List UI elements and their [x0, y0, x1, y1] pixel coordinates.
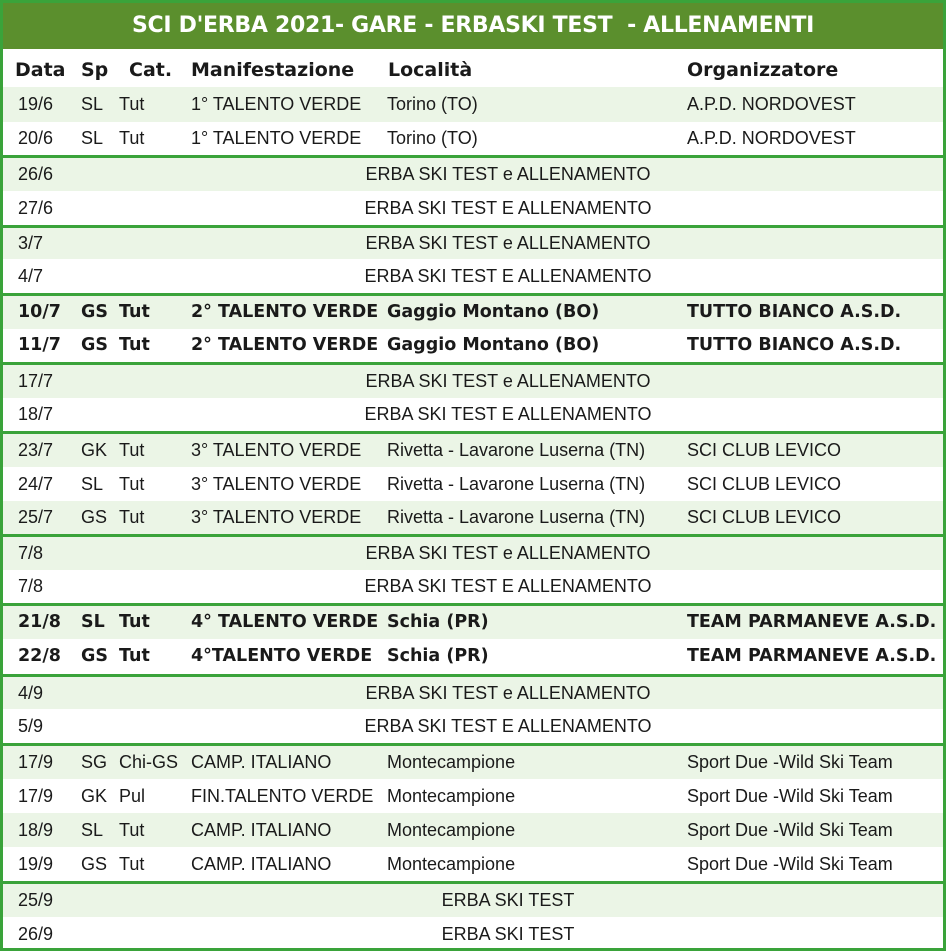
- row-location: Montecampione: [387, 752, 516, 772]
- row-location: Montecampione: [387, 820, 516, 840]
- header-sp: Sp: [81, 59, 109, 81]
- table-row: [3, 813, 943, 847]
- row-date: 26/9: [18, 924, 54, 944]
- row-note: ERBA SKI TEST E ALLENAMENTO: [364, 198, 652, 218]
- row-discipline: GS: [81, 335, 108, 355]
- table-row: [3, 362, 943, 398]
- row-event: 3° TALENTO VERDE: [191, 474, 362, 494]
- row-category: Tut: [119, 335, 150, 355]
- row-date: 11/7: [18, 335, 61, 355]
- row-note: ERBA SKI TEST e ALLENAMENTO: [365, 233, 651, 253]
- header-manifestazione: Manifestazione: [191, 59, 355, 81]
- row-date: 10/7: [18, 302, 61, 322]
- row-category: Chi-GS: [119, 752, 179, 772]
- row-category: Tut: [119, 854, 145, 874]
- row-organizer: Sport Due -Wild Ski Team: [687, 752, 893, 772]
- row-event: 3° TALENTO VERDE: [191, 507, 362, 527]
- row-discipline: SL: [81, 128, 104, 148]
- row-event: 3° TALENTO VERDE: [191, 440, 362, 460]
- row-date: 4/7: [18, 266, 44, 286]
- row-location: Schia (PR): [387, 612, 489, 632]
- table-row: [3, 501, 943, 534]
- table-row: [3, 779, 943, 813]
- row-discipline: SG: [81, 752, 108, 772]
- row-location: Schia (PR): [387, 646, 489, 666]
- row-category: Tut: [119, 820, 145, 840]
- row-organizer: SCI CLUB LEVICO: [687, 440, 842, 460]
- table-body: [3, 87, 943, 951]
- row-event: 2° TALENTO VERDE: [191, 302, 379, 322]
- header-localita: Località: [388, 59, 473, 81]
- row-organizer: A.P.D. NORDOVEST: [687, 128, 856, 148]
- row-organizer: TUTTO BIANCO A.S.D.: [687, 302, 902, 322]
- table-row: [3, 603, 943, 639]
- row-discipline: GK: [81, 440, 108, 460]
- row-discipline: SL: [81, 474, 104, 494]
- row-organizer: TEAM PARMANEVE A.S.D.: [687, 612, 937, 632]
- table-row: [3, 431, 943, 467]
- row-date: 26/6: [18, 164, 54, 184]
- row-date: 19/6: [18, 94, 54, 114]
- row-note: ERBA SKI TEST: [441, 924, 575, 944]
- row-location: Gaggio Montano (BO): [387, 302, 600, 322]
- row-event: 1° TALENTO VERDE: [191, 128, 362, 148]
- table-row: [3, 709, 943, 743]
- row-note: ERBA SKI TEST: [441, 890, 575, 910]
- row-location: Torino (TO): [387, 94, 478, 114]
- row-date: 20/6: [18, 128, 54, 148]
- table-row: [3, 639, 943, 674]
- row-date: 18/9: [18, 820, 54, 840]
- page-title: SCI D'ERBA 2021- GARE - ERBASKI TEST - ALLENAMENTI: [3, 3, 943, 49]
- row-organizer: TEAM PARMANEVE A.S.D.: [687, 646, 937, 666]
- row-category: Tut: [119, 474, 145, 494]
- row-category: Tut: [119, 646, 150, 666]
- row-date: 23/7: [18, 440, 54, 460]
- row-location: Torino (TO): [387, 128, 478, 148]
- row-date: 24/7: [18, 474, 54, 494]
- row-date: 18/7: [18, 404, 54, 424]
- table-row: [3, 122, 943, 155]
- table-row: [3, 329, 943, 362]
- row-discipline: GS: [81, 507, 108, 527]
- row-location: Montecampione: [387, 854, 516, 874]
- table-row: [3, 570, 943, 603]
- table-row: [3, 534, 943, 570]
- table-row: [3, 674, 943, 709]
- row-organizer: SCI CLUB LEVICO: [687, 474, 842, 494]
- row-location: Rivetta - Lavarone Luserna (TN): [387, 507, 646, 527]
- row-category: Tut: [119, 612, 150, 632]
- row-event: CAMP. ITALIANO: [191, 854, 332, 874]
- table-row: [3, 467, 943, 501]
- table-row: [3, 87, 943, 122]
- row-location: Rivetta - Lavarone Luserna (TN): [387, 440, 646, 460]
- row-date: 25/9: [18, 890, 54, 910]
- row-organizer: TUTTO BIANCO A.S.D.: [687, 335, 902, 355]
- row-date: 22/8: [18, 646, 61, 666]
- row-location: Montecampione: [387, 786, 516, 806]
- row-date: 7/8: [18, 543, 44, 563]
- row-organizer: Sport Due -Wild Ski Team: [687, 786, 893, 806]
- row-category: Tut: [119, 507, 145, 527]
- table-row: [3, 881, 943, 917]
- row-event: CAMP. ITALIANO: [191, 820, 332, 840]
- table-row: [3, 293, 943, 329]
- table-row: [3, 259, 943, 293]
- row-discipline: SL: [81, 94, 104, 114]
- table-row: [3, 743, 943, 779]
- row-event: FIN.TALENTO VERDE: [191, 786, 374, 806]
- row-date: 5/9: [18, 716, 44, 736]
- table-header: [3, 55, 943, 87]
- row-discipline: SL: [81, 820, 104, 840]
- table-row: [3, 847, 943, 881]
- header-cat: Cat.: [129, 59, 173, 81]
- row-date: 4/9: [18, 683, 44, 703]
- row-category: Tut: [119, 440, 145, 460]
- row-event: 4°TALENTO VERDE: [191, 646, 373, 666]
- row-event: CAMP. ITALIANO: [191, 752, 332, 772]
- row-event: 4° TALENTO VERDE: [191, 612, 379, 632]
- row-date: 27/6: [18, 198, 54, 218]
- row-organizer: Sport Due -Wild Ski Team: [687, 854, 893, 874]
- row-date: 19/9: [18, 854, 54, 874]
- table-row: [3, 155, 943, 191]
- row-category: Tut: [119, 94, 145, 114]
- header-data: Data: [15, 59, 66, 81]
- row-location: Rivetta - Lavarone Luserna (TN): [387, 474, 646, 494]
- row-note: ERBA SKI TEST E ALLENAMENTO: [364, 266, 652, 286]
- header-organizzatore: Organizzatore: [687, 59, 839, 81]
- row-category: Pul: [119, 786, 146, 806]
- row-date: 17/9: [18, 752, 54, 772]
- row-date: 7/8: [18, 576, 44, 596]
- row-date: 17/9: [18, 786, 54, 806]
- row-note: ERBA SKI TEST E ALLENAMENTO: [364, 716, 652, 736]
- row-note: ERBA SKI TEST E ALLENAMENTO: [364, 576, 652, 596]
- row-discipline: GS: [81, 646, 108, 666]
- row-organizer: SCI CLUB LEVICO: [687, 507, 842, 527]
- row-date: 17/7: [18, 371, 54, 391]
- row-note: ERBA SKI TEST E ALLENAMENTO: [364, 404, 652, 424]
- row-date: 21/8: [18, 612, 61, 632]
- row-note: ERBA SKI TEST e ALLENAMENTO: [365, 543, 651, 563]
- table-row: [3, 917, 943, 951]
- table-row: [3, 191, 943, 225]
- row-event: 2° TALENTO VERDE: [191, 335, 379, 355]
- row-category: Tut: [119, 128, 145, 148]
- row-organizer: Sport Due -Wild Ski Team: [687, 820, 893, 840]
- table-row: [3, 398, 943, 431]
- row-category: Tut: [119, 302, 150, 322]
- row-discipline: GK: [81, 786, 108, 806]
- row-note: ERBA SKI TEST e ALLENAMENTO: [365, 683, 651, 703]
- row-discipline: GS: [81, 302, 108, 322]
- row-note: ERBA SKI TEST e ALLENAMENTO: [365, 164, 651, 184]
- row-date: 3/7: [18, 233, 44, 253]
- row-event: 1° TALENTO VERDE: [191, 94, 362, 114]
- row-discipline: GS: [81, 854, 108, 874]
- row-location: Gaggio Montano (BO): [387, 335, 600, 355]
- table-row: [3, 225, 943, 259]
- row-date: 25/7: [18, 507, 54, 527]
- row-discipline: SL: [81, 612, 105, 632]
- row-organizer: A.P.D. NORDOVEST: [687, 94, 856, 114]
- row-note: ERBA SKI TEST e ALLENAMENTO: [365, 371, 651, 391]
